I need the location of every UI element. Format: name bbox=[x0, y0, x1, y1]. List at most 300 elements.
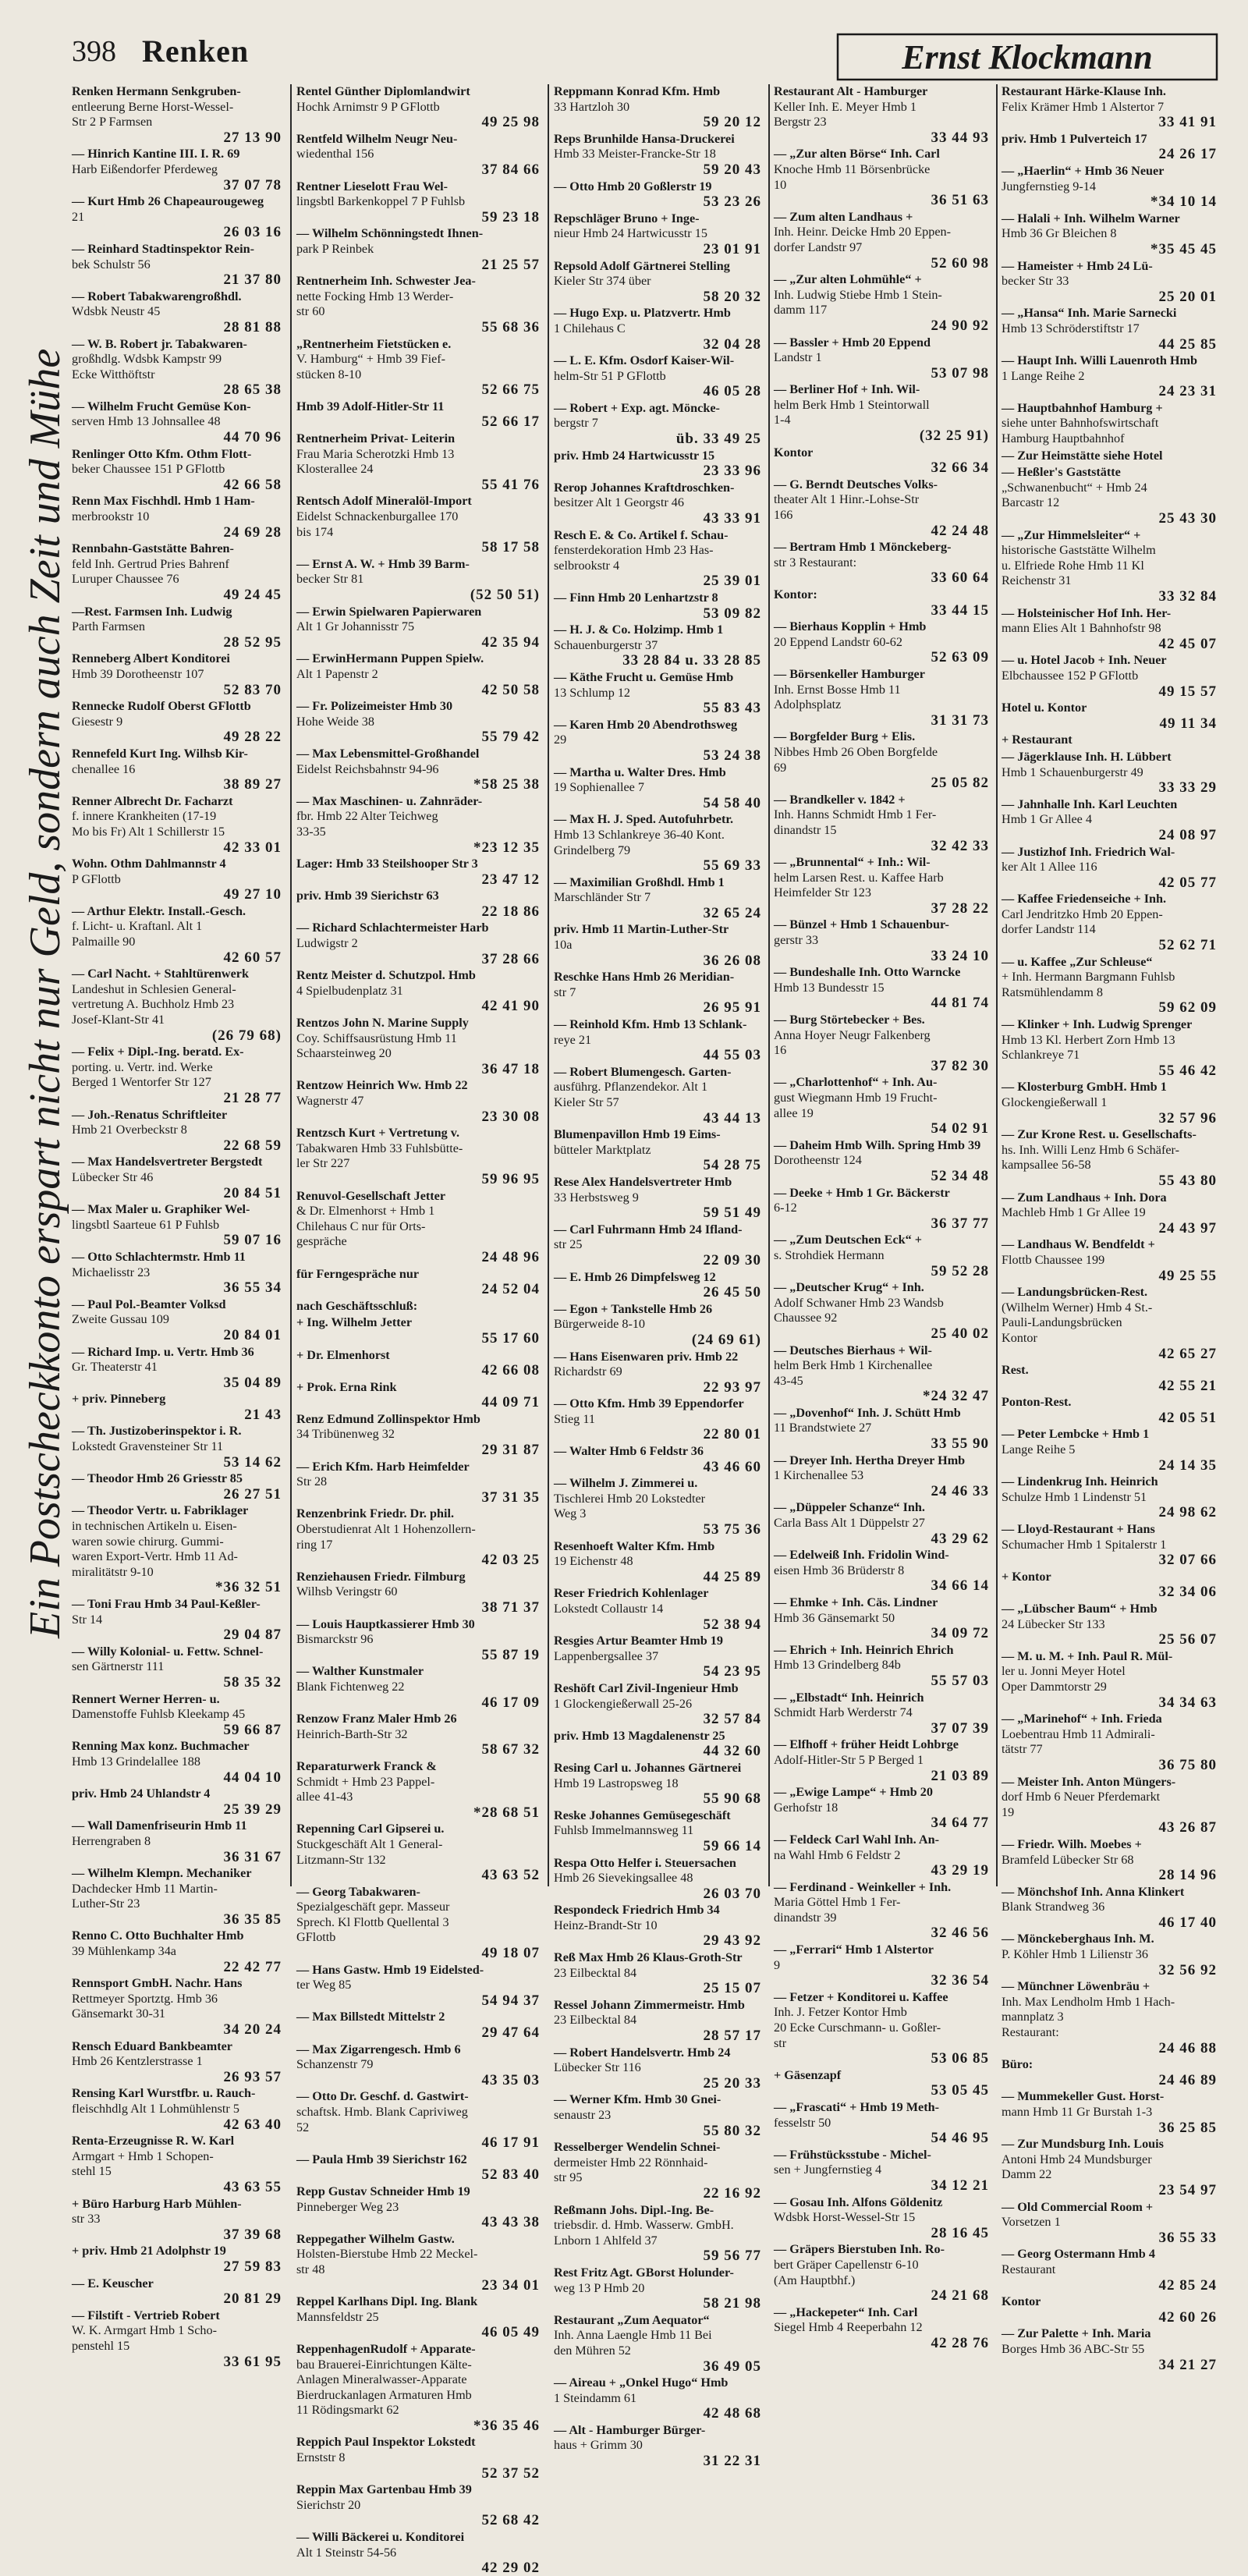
phone-number: 55 90 68 bbox=[703, 1790, 761, 1808]
entry-name: Hotel u. Kontor bbox=[1002, 701, 1087, 715]
entry-name: — „Frascati“ + Hmb 19 Meth- bbox=[774, 2100, 939, 2114]
directory-entry bbox=[554, 1586, 766, 1632]
entry-detail: Ratsmühlendamm 8 bbox=[1002, 985, 1103, 999]
entry-name: Rentzos John N. Marine Supply bbox=[296, 1016, 469, 1031]
directory-entry bbox=[296, 431, 544, 492]
entry-detail: in technischen Artikeln u. Eisen- bbox=[72, 1519, 237, 1534]
directory-entry bbox=[774, 1406, 994, 1452]
phone-number: 22 42 77 bbox=[223, 1958, 282, 1975]
phone-number: 46 17 91 bbox=[481, 2134, 540, 2152]
entry-name: — „Lübscher Baum“ + Hmb bbox=[1002, 1602, 1158, 1616]
entry-name: — Daheim Hmb Wilh. Spring Hmb 39 bbox=[774, 1137, 981, 1152]
directory-entry bbox=[296, 889, 544, 919]
phone-number: 24 90 92 bbox=[931, 317, 989, 334]
advertiser-logo bbox=[836, 30, 1218, 84]
phone-number: 31 31 73 bbox=[931, 711, 989, 729]
entry-name: Renuvol-Gesellschaft Jetter bbox=[296, 1188, 446, 1203]
entry-detail: 39 Mühlenkamp 34a bbox=[72, 1944, 176, 1959]
entry-name: Renzow Franz Maler Hmb 26 bbox=[296, 1712, 457, 1726]
directory-entry bbox=[296, 794, 544, 855]
phone-number: 44 70 96 bbox=[223, 429, 282, 446]
entry-name: — Jahnhalle Inh. Karl Leuchten bbox=[1002, 797, 1178, 811]
directory-entry bbox=[774, 965, 994, 1011]
entry-name: — Theodor Hmb 26 Griesstr 85 bbox=[72, 1471, 243, 1486]
phone-number: 23 01 91 bbox=[703, 240, 761, 257]
entry-detail: 19 Sophienallee 7 bbox=[554, 780, 644, 795]
entry-name: Reparaturwerk Franck & bbox=[296, 1758, 437, 1773]
directory-entry bbox=[72, 1345, 286, 1391]
directory-entry bbox=[774, 335, 994, 381]
directory-entry bbox=[296, 2184, 544, 2230]
directory-entry bbox=[72, 605, 286, 651]
entry-detail: 20 Ecke Curschmann- u. Goßler- bbox=[774, 2021, 941, 2035]
directory-entry bbox=[774, 2068, 994, 2099]
entry-detail: Anna Hoyer Neugr Falkenberg bbox=[774, 1027, 931, 1042]
directory-entry bbox=[774, 1343, 994, 1404]
directory-entry bbox=[72, 541, 286, 602]
phone-number: 44 81 74 bbox=[931, 995, 989, 1012]
entry-detail: Schmidt Harb Werderstr 74 bbox=[774, 1705, 913, 1720]
phone-number: 53 24 38 bbox=[703, 747, 761, 764]
phone-number: 59 23 18 bbox=[481, 208, 540, 225]
entry-name: Rennsport GmbH. Nachr. Hans bbox=[72, 1976, 243, 1991]
directory-entry bbox=[1002, 1363, 1221, 1393]
phone-number: 32 04 28 bbox=[703, 335, 761, 353]
entry-detail: Hmb 13 Schlankreye 36-40 Kont. bbox=[554, 827, 725, 842]
directory-entry bbox=[774, 1453, 994, 1499]
entry-detail: Hmb 13 Grindelallee 188 bbox=[72, 1754, 200, 1769]
directory-entry bbox=[554, 1444, 766, 1474]
entry-detail: 4 Spielbudenplatz 31 bbox=[296, 983, 403, 998]
entry-detail: Michaelisstr 23 bbox=[72, 1265, 151, 1279]
entry-detail: becker Str 81 bbox=[296, 572, 364, 587]
entry-detail: Schmidt + Hmb 23 Pappel- bbox=[296, 1774, 435, 1789]
entry-name: priv. Hmb 11 Martin-Luther-Str bbox=[554, 922, 729, 937]
entry-detail: Damenstoffe Fuhlsb Kleekamp 45 bbox=[72, 1707, 246, 1722]
entry-name: Rerop Johannes Kraftdroschken- bbox=[554, 480, 735, 495]
phone-number: 59 07 16 bbox=[223, 1232, 282, 1249]
entry-detail: helm Berk Hmb 1 Kirchenallee bbox=[774, 1358, 933, 1373]
entry-detail: chenallee 16 bbox=[72, 761, 136, 776]
directory-entry bbox=[72, 194, 286, 240]
phone-number: 58 17 58 bbox=[481, 539, 540, 556]
phone-number: 43 44 13 bbox=[703, 1109, 761, 1127]
directory-entry bbox=[774, 477, 994, 538]
directory-entry bbox=[1002, 306, 1221, 352]
directory-entry bbox=[1002, 259, 1221, 305]
directory-entry bbox=[554, 1950, 766, 1996]
phone-number: 33 33 29 bbox=[1158, 779, 1217, 797]
phone-number: 49 25 55 bbox=[1158, 1267, 1217, 1284]
entry-detail: ler Str 227 bbox=[296, 1156, 350, 1171]
directory-entry bbox=[554, 765, 766, 811]
phone-number: 25 40 02 bbox=[931, 1325, 989, 1342]
directory-entry bbox=[554, 1302, 766, 1348]
entry-detail: Siegel Hmb 4 Reeperbahn 12 bbox=[774, 2320, 923, 2335]
entry-detail: Str 14 bbox=[72, 1612, 103, 1627]
entry-name: ReppenhagenRudolf + Apparate- bbox=[296, 2341, 476, 2356]
entry-detail: Jungfernstieg 9-14 bbox=[1002, 179, 1096, 193]
entry-detail: Klosterallee 24 bbox=[296, 462, 374, 477]
entry-name: — Fr. Polizeimeister Hmb 30 bbox=[296, 699, 453, 714]
entry-name: — Heßler's Gaststätte bbox=[1002, 465, 1121, 480]
entry-detail: helm Berk Hmb 1 Steintorwall bbox=[774, 397, 930, 412]
entry-name: Rentnerheim Privat- Leiterin bbox=[296, 431, 456, 446]
directory-entry bbox=[72, 747, 286, 793]
entry-detail: stehl 15 bbox=[72, 2164, 112, 2179]
phone-number: 42 66 08 bbox=[481, 1362, 540, 1379]
entry-name: + priv. Pinneberg bbox=[72, 1392, 166, 1407]
phone-number: *28 68 51 bbox=[473, 1804, 540, 1821]
entry-detail: Mannsfeldstr 25 bbox=[296, 2309, 379, 2324]
entry-name: — Elfhoff + früher Heidt Lohbrge bbox=[774, 1737, 959, 1752]
phone-number: 33 41 91 bbox=[1158, 114, 1217, 131]
directory-entry bbox=[774, 1880, 994, 1941]
column-divider bbox=[290, 84, 292, 1886]
directory-entry bbox=[296, 1617, 544, 1663]
entry-detail: mannplatz 3 bbox=[1002, 2010, 1064, 2024]
phone-number: 25 20 01 bbox=[1158, 288, 1217, 305]
entry-detail: Gerhofstr 18 bbox=[774, 1800, 838, 1815]
phone-number: 28 65 38 bbox=[223, 381, 282, 399]
directory-entry bbox=[296, 337, 544, 398]
entry-name: Ressel Johann Zimmermeistr. Hmb bbox=[554, 1997, 745, 2012]
entry-detail: Str 28 bbox=[296, 1474, 328, 1489]
directory-entry bbox=[296, 84, 544, 130]
phone-number: 42 85 24 bbox=[1158, 2276, 1217, 2294]
phone-number: 36 35 85 bbox=[223, 1911, 282, 1928]
entry-detail: siehe unter Bahnhofswirtschaft bbox=[1002, 416, 1159, 431]
directory-entry bbox=[774, 1500, 994, 1546]
entry-detail: Carl Jendritzko Hmb 20 Eppen- bbox=[1002, 907, 1163, 921]
entry-name: Rentzow Heinrich Ww. Hmb 22 bbox=[296, 1078, 468, 1093]
phone-number: 59 51 49 bbox=[703, 1205, 761, 1222]
phone-number: 55 80 32 bbox=[703, 2122, 761, 2139]
entry-detail: Flottb Chaussee 199 bbox=[1002, 1252, 1105, 1267]
entry-name: — Börsenkeller Hamburger bbox=[774, 666, 925, 681]
entry-detail: ler u. Jonni Meyer Hotel bbox=[1002, 1664, 1126, 1679]
directory-entry bbox=[296, 1299, 544, 1315]
phone-number: 55 17 60 bbox=[481, 1329, 540, 1347]
directory-entry bbox=[554, 1175, 766, 1221]
entry-name: + priv. Hmb 21 Adolphstr 19 bbox=[72, 2244, 226, 2258]
entry-name: für Ferngespräche nur bbox=[296, 1266, 420, 1281]
entry-name: Reske Johannes Gemüsegeschäft bbox=[554, 1808, 731, 1822]
phone-number: 58 67 32 bbox=[481, 1741, 540, 1758]
entry-detail: Inh. Ernst Bosse Hmb 11 bbox=[774, 682, 901, 697]
entry-name: — Zur Krone Rest. u. Gesellschafts- bbox=[1002, 1127, 1197, 1142]
directory-entry bbox=[296, 399, 544, 430]
directory-entry bbox=[72, 2244, 286, 2274]
entry-name: — Wall Damenfriseurin Hmb 11 bbox=[72, 1818, 247, 1833]
phone-number: 32 65 24 bbox=[703, 904, 761, 921]
phone-number: 53 09 82 bbox=[703, 605, 761, 622]
entry-detail: dinandstr 39 bbox=[774, 1910, 837, 1925]
phone-number: 53 14 62 bbox=[223, 1453, 282, 1471]
phone-number: 59 62 09 bbox=[1158, 999, 1217, 1017]
phone-number: 42 05 77 bbox=[1158, 874, 1217, 891]
phone-number: 24 21 68 bbox=[931, 2287, 989, 2305]
entry-name: — Dreyer Inh. Hertha Dreyer Hmb bbox=[774, 1453, 966, 1467]
entry-detail: bütteler Marktplatz bbox=[554, 1142, 651, 1157]
phone-number: 24 46 88 bbox=[1158, 2039, 1217, 2056]
entry-detail: Elbchaussee 152 P GFlottb bbox=[1002, 668, 1139, 683]
directory-entry bbox=[72, 1645, 286, 1691]
phone-number: 34 12 21 bbox=[931, 2177, 989, 2194]
entry-detail: fbr. Hmb 22 Alter Teichweg bbox=[296, 809, 438, 824]
entry-detail: Felix Krämer Hmb 1 Alstertor 7 bbox=[1002, 99, 1165, 114]
directory-entry bbox=[1002, 653, 1221, 699]
phone-number: 49 11 34 bbox=[1159, 715, 1217, 732]
phone-number: 28 52 95 bbox=[223, 633, 282, 651]
directory-entry bbox=[774, 1833, 994, 1879]
entry-name: priv. Hmb 13 Magdalenenstr 25 bbox=[554, 1728, 725, 1743]
phone-number: 44 32 60 bbox=[703, 1743, 761, 1760]
directory-entry bbox=[1002, 1427, 1221, 1473]
entry-detail: 10a bbox=[554, 938, 573, 953]
entry-name: — Brandkeller v. 1842 + bbox=[774, 792, 906, 807]
directory-entry bbox=[296, 1822, 544, 1882]
entry-detail: Fuhlsb Immelmannsweg 11 bbox=[554, 1823, 694, 1838]
directory-entry bbox=[72, 1976, 286, 2037]
entry-detail: Marschländer Str 7 bbox=[554, 890, 651, 905]
entry-detail: Luruper Chaussee 76 bbox=[72, 572, 179, 587]
phone-number: 20 84 01 bbox=[223, 1326, 282, 1343]
entry-detail: helm-Str 51 P GFlottb bbox=[554, 368, 666, 383]
entry-detail: historische Gaststätte Wilhelm bbox=[1002, 543, 1156, 558]
entry-detail: 23 Eilbecktal 84 bbox=[554, 1965, 637, 1980]
directory-entry bbox=[72, 1297, 286, 1343]
phone-number: (24 69 61) bbox=[691, 1331, 761, 1348]
entry-detail: Glockengießerwall 1 bbox=[1002, 1095, 1108, 1109]
entry-detail: Alt 1 Gr Johannisstr 75 bbox=[296, 619, 415, 634]
column-divider bbox=[996, 84, 998, 1886]
phone-number: 52 38 94 bbox=[703, 1616, 761, 1633]
directory-entry bbox=[1002, 2247, 1221, 2293]
entry-detail: Coy. Schiffsausrüstung Hmb 11 bbox=[296, 1031, 457, 1045]
entry-detail: ter Weg 85 bbox=[296, 1978, 352, 1992]
entry-detail: Oper Dammtorstr 29 bbox=[1002, 1679, 1107, 1694]
entry-detail: Hamburg Hauptbahnhof bbox=[1002, 431, 1125, 446]
entry-detail: Alt 1 Papenstr 2 bbox=[296, 666, 378, 681]
entry-detail: Inh. Hanns Schmidt Hmb 1 Fer- bbox=[774, 807, 937, 822]
entry-detail: Schaarsteinweg 20 bbox=[296, 1046, 392, 1061]
phone-number: 42 60 26 bbox=[1158, 2308, 1217, 2326]
entry-name: Renner Albrecht Dr. Facharzt bbox=[72, 793, 233, 808]
entry-name: — Reinhold Kfm. Hmb 13 Schlank- bbox=[554, 1017, 747, 1032]
entry-detail: P GFlottb bbox=[72, 871, 121, 886]
phone-number: 34 09 72 bbox=[931, 1625, 989, 1642]
entry-detail: lingsbtl Barkenkoppel 7 P Fuhlsb bbox=[296, 194, 466, 209]
phone-number: 49 27 10 bbox=[223, 886, 282, 903]
entry-detail: Lange Reihe 5 bbox=[1002, 1442, 1076, 1457]
phone-number: 54 58 40 bbox=[703, 794, 761, 811]
entry-detail: u. Elfriede Rohe Hmb 11 Kl bbox=[1002, 558, 1144, 573]
entry-detail: Hmb 36 Gänsemarkt 50 bbox=[774, 1610, 895, 1625]
directory-entry bbox=[1002, 1127, 1221, 1188]
entry-name: — Willy Kolonial- u. Fettw. Schnel- bbox=[72, 1644, 264, 1659]
entry-detail: gespräche bbox=[296, 1234, 347, 1249]
directory-entry bbox=[296, 2435, 544, 2481]
phone-number: 55 57 03 bbox=[931, 1672, 989, 1689]
entry-name: — u. Hotel Jacob + Inh. Neuer bbox=[1002, 653, 1167, 668]
directory-entry bbox=[296, 699, 544, 745]
entry-name: — Berliner Hof + Inh. Wil- bbox=[774, 382, 920, 397]
entry-detail: nieur Hmb 24 Hartwicusstr 15 bbox=[554, 226, 707, 241]
entry-name: — Max Zigarrengesch. Hmb 6 bbox=[296, 2042, 461, 2056]
entry-detail: 23 Eilbecktal 84 bbox=[554, 2013, 637, 2028]
directory-column-4 bbox=[774, 84, 994, 2351]
entry-name: — Hinrich Kantine III. I. R. 69 bbox=[72, 147, 240, 161]
directory-entry bbox=[554, 1998, 766, 2044]
directory-entry bbox=[554, 179, 766, 210]
entry-name: Renneberg Albert Konditorei bbox=[72, 651, 230, 666]
entry-name: — Egon + Tankstelle Hmb 26 bbox=[554, 1301, 713, 1316]
phone-number: 36 47 18 bbox=[481, 1060, 540, 1077]
entry-name: — Max Billstedt Mittelstr 2 bbox=[296, 2010, 445, 2024]
directory-entry bbox=[1002, 1522, 1221, 1568]
entry-detail: penstehl 15 bbox=[72, 2338, 130, 2353]
entry-name: priv. Hmb 24 Uhlandstr 4 bbox=[72, 1787, 211, 1801]
directory-entry bbox=[1002, 2057, 1221, 2088]
entry-detail: Landeshut in Schlesien General- bbox=[72, 981, 236, 996]
entry-detail: 1 Kirchenallee 53 bbox=[774, 1468, 864, 1483]
phone-number: 59 96 95 bbox=[481, 1170, 540, 1187]
phone-number: 34 64 77 bbox=[931, 1815, 989, 1832]
entry-name: Restaurant Härke-Klause Inh. bbox=[1002, 84, 1166, 98]
directory-entry bbox=[554, 875, 766, 921]
entry-name: + Gäsenzapf bbox=[774, 2067, 842, 2082]
entry-name: Restaurant „Zum Aequator“ bbox=[554, 2312, 710, 2327]
phone-number: 36 55 34 bbox=[223, 1279, 282, 1297]
entry-name: — Mönckeberghaus Inh. M. bbox=[1002, 1932, 1154, 1946]
entry-name: — „Hansa“ Inh. Marie Sarnecki bbox=[1002, 306, 1177, 321]
entry-detail: Anlagen Mineralwasser-Apparate bbox=[296, 2372, 467, 2387]
directory-entry bbox=[296, 747, 544, 793]
directory-entry bbox=[554, 2266, 766, 2312]
entry-detail: feld Inh. Gertrud Pries Bahrenf bbox=[72, 556, 229, 571]
phone-number: 58 21 98 bbox=[703, 2295, 761, 2312]
entry-detail: Alt 1 Steinstr 54-56 bbox=[296, 2545, 397, 2560]
phone-number: 55 43 80 bbox=[1158, 1172, 1217, 1189]
entry-detail: Sprech. Kl Flottb Quellental 3 bbox=[296, 1914, 449, 1929]
phone-number: 36 31 67 bbox=[223, 1848, 282, 1865]
phone-number: 22 09 30 bbox=[703, 1251, 761, 1268]
entry-name: — Käthe Frucht u. Gemüse Hmb bbox=[554, 669, 734, 684]
directory-entry bbox=[1002, 2200, 1221, 2246]
entry-name: — Holsteinischer Hof Inh. Her- bbox=[1002, 605, 1172, 620]
entry-name: — Friedr. Wilh. Moebes + bbox=[1002, 1836, 1142, 1851]
directory-entry bbox=[296, 921, 544, 967]
phone-number: 24 08 97 bbox=[1158, 826, 1217, 843]
phone-number: 52 66 17 bbox=[481, 413, 540, 431]
phone-number: 42 65 27 bbox=[1158, 1345, 1217, 1362]
directory-entry bbox=[296, 1963, 544, 2009]
entry-name: Reppmann Konrad Kfm. Hmb bbox=[554, 84, 721, 98]
entry-detail: triebsdir. d. Hmb. Wasserw. GmbH. bbox=[554, 2218, 734, 2233]
directory-entry bbox=[554, 2423, 766, 2469]
directory-entry bbox=[774, 2195, 994, 2241]
directory-entry bbox=[774, 2305, 994, 2351]
entry-name: — Gräpers Bierstuben Inh. Ro- bbox=[774, 2242, 945, 2257]
entry-detail: Hmb 1 Gr Allee 4 bbox=[1002, 812, 1092, 827]
entry-name: — u. Kaffee „Zur Schleuse“ bbox=[1002, 954, 1153, 969]
entry-name: — Hans Eisenwaren priv. Hmb 22 bbox=[554, 1349, 739, 1364]
entry-name: — Zur Palette + Inh. Maria bbox=[1002, 2326, 1151, 2341]
entry-name: Respa Otto Helfer i. Steuersachen bbox=[554, 1855, 736, 1870]
phone-number: 24 48 96 bbox=[481, 1248, 540, 1265]
entry-name: Restaurant Alt - Hamburger bbox=[774, 84, 928, 98]
entry-detail: Chaussee 92 bbox=[774, 1311, 838, 1325]
entry-detail: allee 19 bbox=[774, 1105, 814, 1120]
entry-detail: besitzer Alt 1 Georgstr 46 bbox=[554, 495, 684, 510]
phone-number: 34 34 63 bbox=[1158, 1694, 1217, 1711]
phone-number: 55 69 33 bbox=[703, 857, 761, 875]
phone-number: 52 60 98 bbox=[931, 254, 989, 271]
phone-number: 55 83 43 bbox=[703, 700, 761, 717]
entry-name: Renken Hermann Senkgruben- bbox=[72, 84, 241, 98]
directory-entry bbox=[1002, 733, 1221, 748]
entry-name: — Meister Inh. Anton Müngers- bbox=[1002, 1774, 1176, 1789]
phone-number: 34 20 24 bbox=[223, 2021, 282, 2038]
directory-entry bbox=[296, 2482, 544, 2528]
entry-detail: 21 bbox=[72, 209, 85, 224]
advertiser-logo-text: Ernst Klockmann bbox=[902, 38, 1153, 76]
phone-number: 44 25 89 bbox=[703, 1568, 761, 1585]
entry-detail: + Inh. Hermann Bargmann Fuhlsb bbox=[1002, 970, 1175, 985]
directory-entry bbox=[72, 1250, 286, 1296]
entry-detail: 10 bbox=[774, 177, 787, 192]
entry-detail: park P Reinbek bbox=[296, 241, 374, 256]
entry-detail: dorfer Landstr 97 bbox=[774, 240, 863, 254]
directory-entry bbox=[296, 2530, 544, 2576]
directory-entry bbox=[554, 1903, 766, 1949]
directory-entry bbox=[554, 449, 766, 479]
phone-number: 42 33 01 bbox=[223, 839, 282, 856]
entry-detail: Hmb 21 Overbeckstr 8 bbox=[72, 1123, 187, 1137]
entry-name: — Zum alten Landhaus + bbox=[774, 209, 913, 224]
phone-number: 36 37 77 bbox=[931, 1215, 989, 1232]
entry-name: — M. u. M. + Inh. Paul R. Mül- bbox=[1002, 1648, 1173, 1663]
directory-entry bbox=[296, 1126, 544, 1187]
phone-number: 43 35 03 bbox=[481, 2071, 540, 2088]
phone-number: 25 05 82 bbox=[931, 775, 989, 792]
directory-entry bbox=[1002, 2326, 1221, 2372]
directory-entry bbox=[1002, 750, 1221, 796]
phone-number: 55 68 36 bbox=[481, 318, 540, 335]
entry-detail: str bbox=[774, 2035, 787, 2050]
entry-detail: schaftsk. Hmb. Blank Capriviweg bbox=[296, 2105, 468, 2119]
directory-entry bbox=[1002, 1285, 1221, 1361]
phone-number: 43 43 38 bbox=[481, 2214, 540, 2231]
directory-entry bbox=[296, 1412, 544, 1458]
phone-number: 54 23 95 bbox=[703, 1663, 761, 1680]
entry-name: Kontor: bbox=[774, 587, 817, 601]
entry-detail: Damm 22 bbox=[1002, 2167, 1052, 2182]
entry-name: — Klosterburg GmbH. Hmb 1 bbox=[1002, 1080, 1167, 1095]
entry-name: — Werner Kfm. Hmb 30 Gnei- bbox=[554, 2092, 722, 2107]
entry-name: + Kontor bbox=[1002, 1569, 1051, 1584]
entry-detail: V. Hamburg“ + Hmb 39 Fief- bbox=[296, 352, 446, 367]
entry-name: Renta-Erzeugnisse R. W. Karl bbox=[72, 2134, 235, 2148]
directory-entry bbox=[296, 132, 544, 178]
directory-entry bbox=[1002, 1190, 1221, 1237]
phone-number: 46 17 40 bbox=[1158, 1914, 1217, 1931]
entry-name: — Klinker + Inh. Ludwig Sprenger bbox=[1002, 1017, 1193, 1032]
phone-number: 23 47 12 bbox=[481, 871, 540, 888]
entry-name: — E. Keuscher bbox=[72, 2276, 154, 2290]
entry-name: Reß Max Hmb 26 Klaus-Groth-Str bbox=[554, 1950, 743, 1965]
